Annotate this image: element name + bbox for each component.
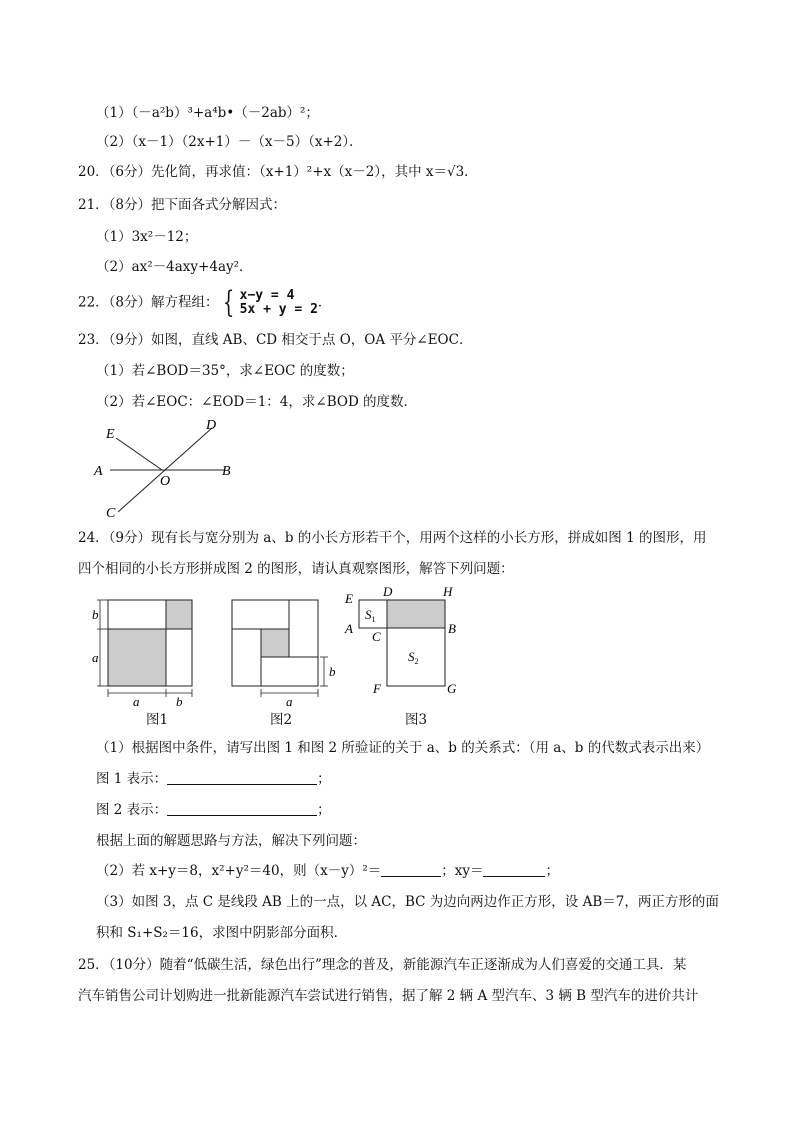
q24-figure3 — [340, 582, 470, 704]
q23-figure — [88, 416, 248, 520]
equation-system — [219, 285, 318, 320]
q24-stem-line2: 四个相同的小长方形拼成图 2 的图形，请认真观察图形，解答下列问题： — [78, 561, 514, 577]
label-A: A — [94, 464, 103, 479]
fig3-label-D: D — [383, 584, 393, 599]
q19-part2: （2）（x－1）（2x+1）－（x－5）（x+2）． — [96, 134, 363, 150]
fig3-label-E: E — [345, 591, 353, 606]
fig2-caption: 图2 — [270, 712, 293, 728]
fig3-caption: 图3 — [405, 712, 428, 728]
fig2-answer-end: ； — [317, 802, 331, 818]
q24-stem-line1: 24．（9分）现有长与宽分别为 a、b 的小长方形若干个，用两个这样的小长方形，拼成如图 1 的图形，用 — [78, 530, 707, 546]
fig1-label-a-bottom: a — [133, 694, 140, 709]
fig3-label-C: C — [372, 629, 381, 644]
q24-fig1-answer-row — [96, 770, 331, 788]
q19-part1: （1）（－a²b）³+a⁴b•（－2ab）²； — [96, 105, 319, 121]
q24-figure1 — [88, 592, 198, 712]
q23-part1: （1）若∠BOD＝35°，求∠EOC 的度数； — [96, 363, 354, 379]
xy-diff-square-blank[interactable] — [381, 863, 441, 877]
q24-part3-line1: （3）如图 3，点 C 是线段 AB 上的一点，以 AC，BC 为边向两边作正方形，设 AB＝7，两正方形的面 — [96, 894, 719, 910]
fig3-label-B: B — [448, 621, 456, 636]
q24-part3-line2: 积和 S₁+S₂＝16，求图中阴影部分面积． — [96, 925, 348, 941]
q24-part2-text2: ；xy＝ — [441, 863, 484, 879]
fig1-caption: 图1 — [146, 712, 169, 728]
fig3-label-S1: $S_1$ — [365, 607, 376, 624]
q23-stem: 23．（9分）如图，直线 AB、CD 相交于点 O，OA 平分∠EOC． — [78, 332, 473, 348]
label-O: O — [160, 474, 171, 489]
q24-transition: 根据上面的解题思路与方法，解决下列问题： — [96, 833, 366, 849]
q21-part1: （1）3x²－12； — [96, 229, 198, 245]
fig2-label-b: b — [329, 664, 336, 679]
fig2-answer-blank[interactable] — [167, 802, 317, 816]
fig3-label-H: H — [443, 584, 453, 599]
q22-stem: 22．（8分）解方程组： — [78, 294, 219, 311]
q25-line1: 25．（10分）随着“低碳生活，绿色出行”理念的普及，新能源汽车正逐渐成为人们喜爱的交通工具．某 — [78, 957, 687, 973]
xy-product-blank[interactable] — [483, 863, 545, 877]
fig1-answer-label: 图 1 表示： — [96, 771, 168, 787]
fig3-label-G: G — [447, 681, 457, 696]
q22-block: 22．（8分）解方程组： { x−y = 4 5x + y = 2 ． — [78, 285, 332, 320]
fig2-label-a: a — [286, 694, 293, 709]
fig1-label-a-left: a — [92, 650, 99, 665]
q23-part2: （2）若∠EOC：∠EOD＝1：4，求∠BOD 的度数． — [96, 394, 418, 410]
fig1-answer-end: ； — [317, 771, 331, 787]
label-E: E — [106, 427, 115, 442]
q24-part2-end: ； — [545, 863, 559, 879]
q24-fig2-answer-row — [96, 801, 331, 819]
q24-part2-row — [96, 862, 559, 880]
fig2-answer-label: 图 2 表示： — [96, 802, 168, 818]
q20-text: 20．（6分）先化简，再求值：（x+1）²+x（x－2），其中 x＝√3． — [78, 164, 478, 180]
q25-line2: 汽车销售公司计划购进一批新能源汽车尝试进行销售，据了解 2 辆 A 型汽车、3 辆 B 型汽车的进价共计 — [78, 988, 699, 1004]
q24-part1: （1）根据图中条件，请写出图 1 和图 2 所验证的关于 a、b 的关系式：（用 a、b 的代数式表示出来） — [96, 740, 710, 756]
fig1-label-b-left: b — [92, 607, 99, 622]
q21-stem: 21．（8分）把下面各式分解因式： — [78, 197, 287, 213]
fig1-answer-blank[interactable] — [167, 771, 317, 785]
fig3-label-F: F — [373, 681, 381, 696]
fig1-label-b-bottom: b — [176, 694, 183, 709]
equation-1: x−y = 4 — [239, 288, 295, 303]
label-D: D — [206, 418, 217, 433]
brace-icon: { — [222, 285, 234, 320]
q24-part2-text1: （2）若 x+y＝8，x²+y²＝40，则（x－y）²＝ — [96, 863, 382, 879]
fig3-label-A: A — [345, 621, 353, 636]
label-C: C — [106, 506, 116, 520]
equation-2: 5x + y = 2 — [239, 302, 318, 317]
fig3-label-S2: $S_2$ — [408, 649, 419, 666]
q24-figure2 — [226, 592, 338, 712]
label-B: B — [222, 464, 231, 479]
q21-part2: （2）ax²－4axy+4ay²． — [96, 259, 253, 275]
